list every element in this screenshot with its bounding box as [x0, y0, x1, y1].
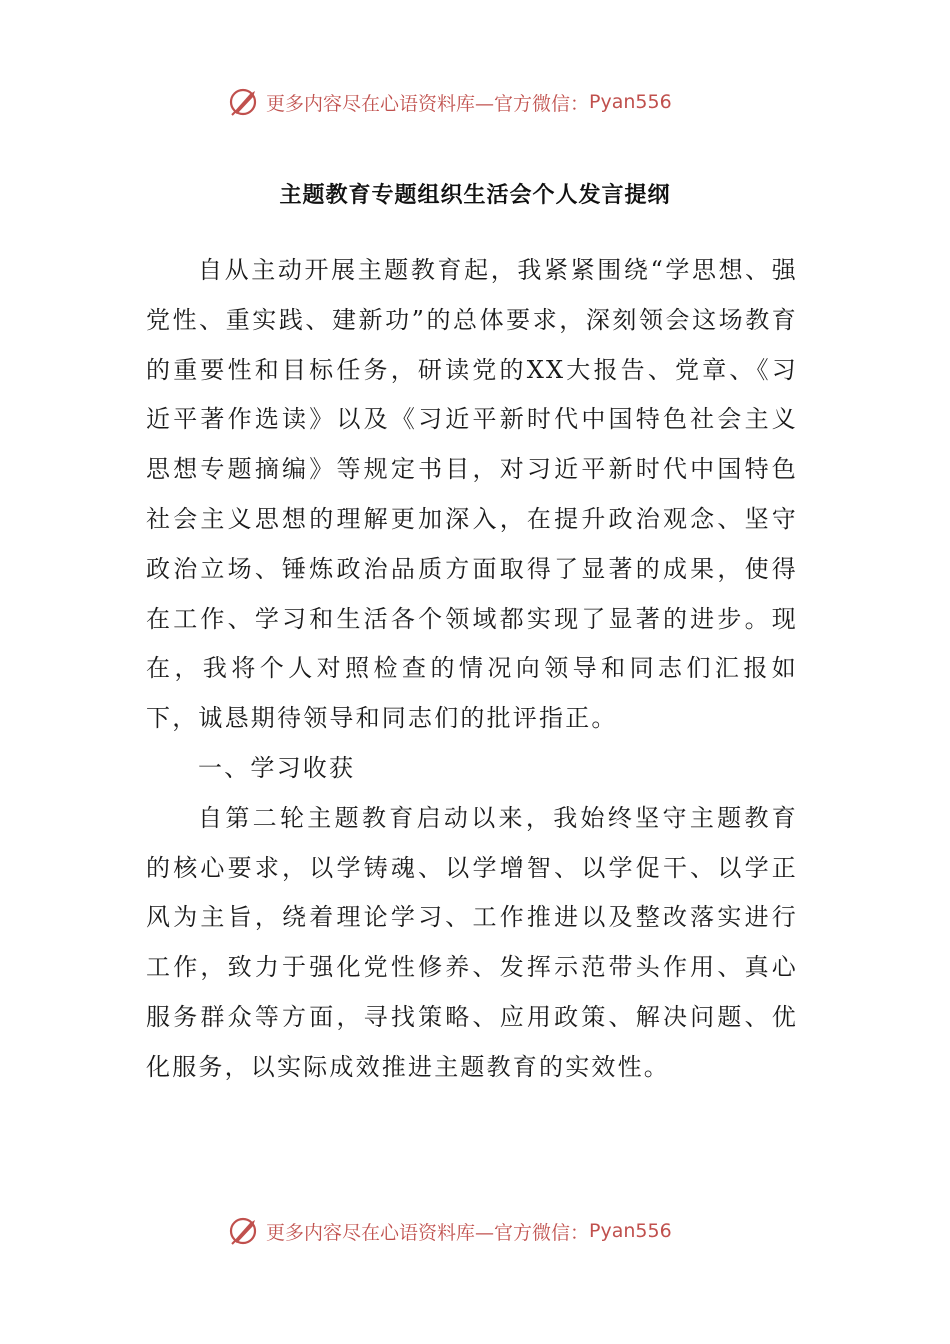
paragraph-intro: 自从主动开展主题教育起，我紧紧围绕“学思想、强党性、重实践、建新功”的总体要求，深刻领会这场教育的重要性和目标任务，研读党的XX大报告、党章、《习近平著作选读》以及《习近平新时代中国特色社会主义思想专题摘编》等规定书目，对习近平新时代中国特色社会主义思想的理解更加深入，在提升政治观念、坚守政治立场、锤炼政治品质方面取得了显著的成果，使得在工作、学习和生活各个领域都实现了显著的进步。现在，我将个人对照检查的情况向领导和同志们汇报如下，诚恳期待领导和同志们的批评指正。	[146, 256, 798, 733]
header-watermark-banner	[228, 84, 672, 120]
banner-wechat-id: Pyan556	[589, 91, 672, 113]
pen-nib-logo-icon	[228, 1214, 262, 1248]
banner-text: 更多内容尽在心语资料库—官方微信：	[266, 1221, 590, 1244]
pen-nib-logo-icon	[228, 85, 262, 119]
banner-wechat-id: Pyan556	[589, 1220, 672, 1242]
document-title: 主题教育专题组织生活会个人发言提纲	[279, 183, 671, 208]
banner-text: 更多内容尽在心语资料库—官方微信：	[266, 92, 590, 115]
section-heading: 一、学习收获	[198, 753, 356, 782]
document-body	[146, 246, 798, 1093]
footer-watermark-banner	[228, 1213, 672, 1249]
paragraph-section-1: 自第二轮主题教育启动以来，我始终坚守主题教育的核心要求，以学铸魂、以学增智、以学促干、以学正风为主旨，绕着理论学习、工作推进以及整改落实进行工作，致力于强化党性修养、发挥示范带头作用、真心服务群众等方面，寻找策略、应用政策、解决问题、优化服务，以实际成效推进主题教育的实效性。	[146, 803, 798, 1081]
